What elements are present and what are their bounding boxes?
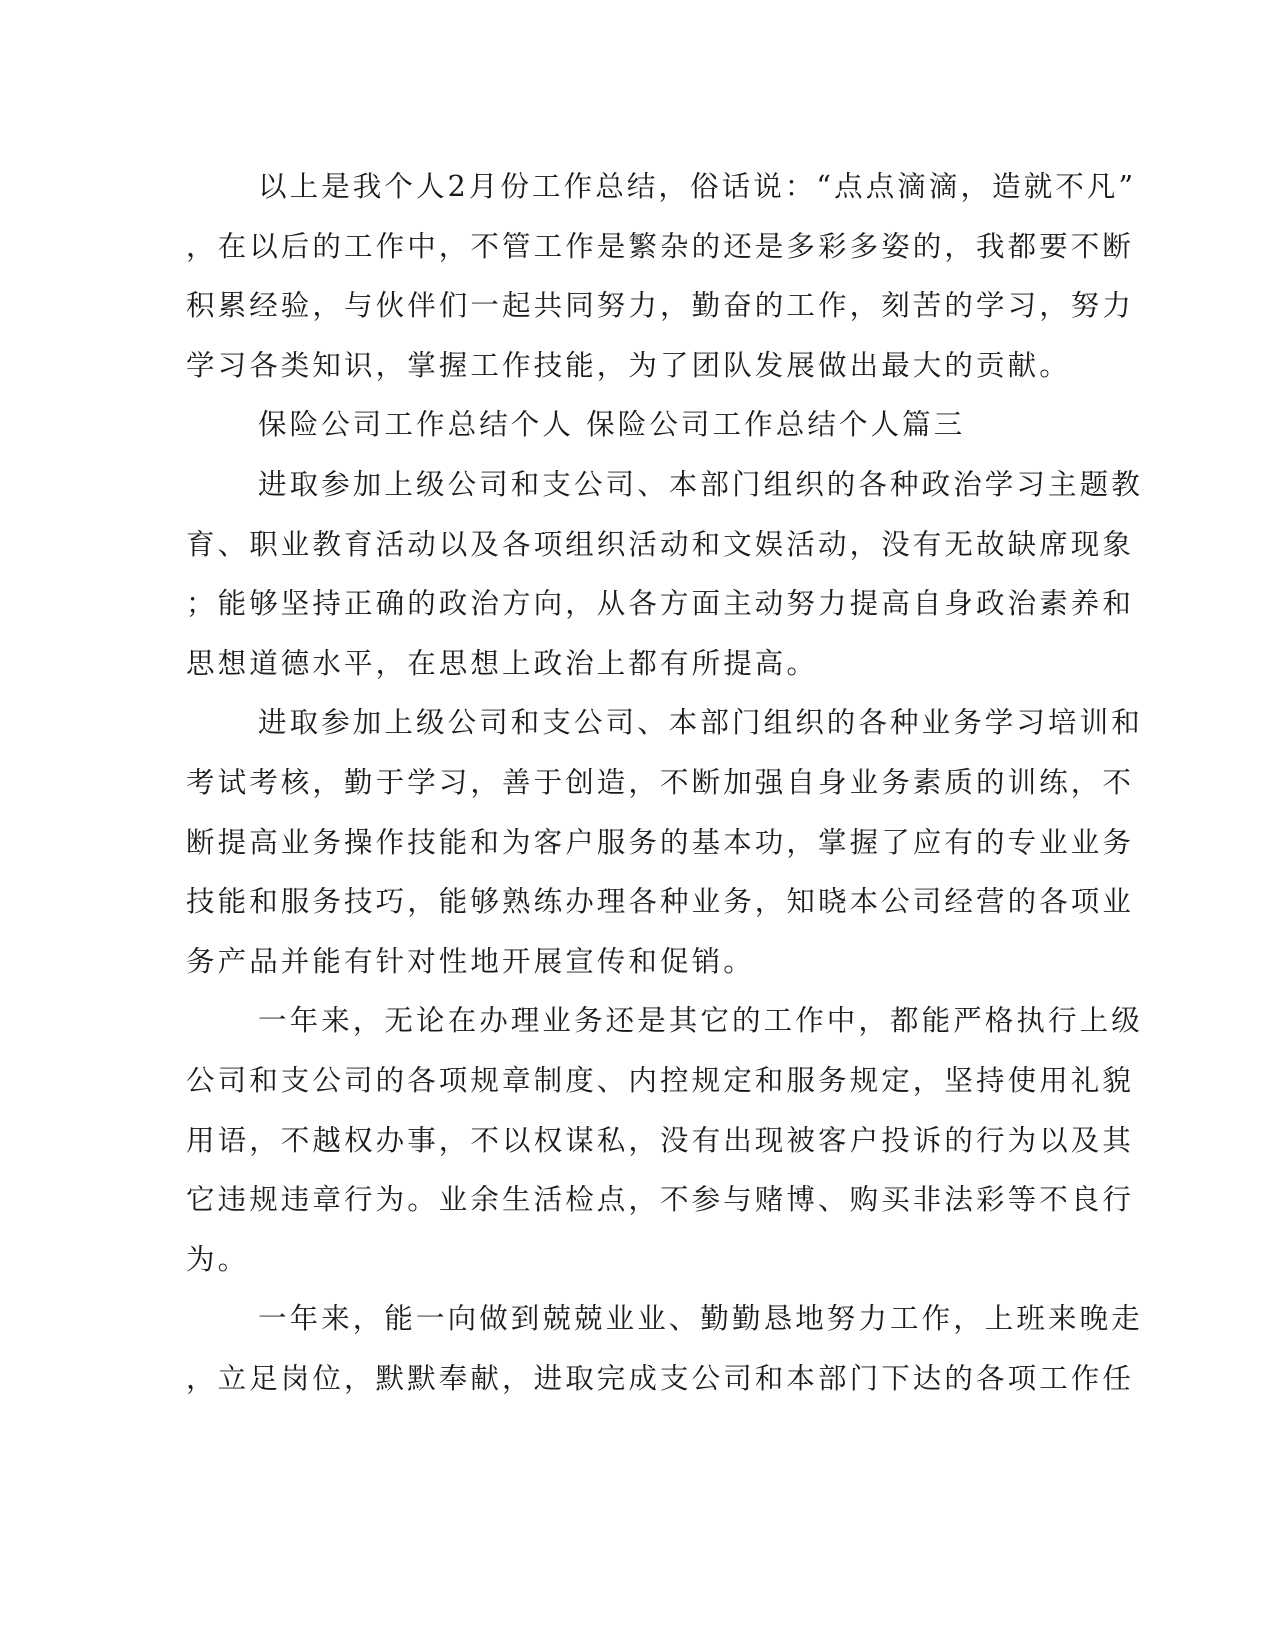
document-body bbox=[186, 157, 1143, 1408]
section-heading: 保险公司工作总结个人 保险公司工作总结个人篇三 bbox=[258, 408, 966, 442]
text-line: 进取参加上级公司和支公司、本部门组织的各种业务学习培训和 bbox=[258, 706, 1143, 740]
text-line: 积累经验，与伙伴们一起共同努力，勤奋的工作，刻苦的学习，努力 bbox=[186, 289, 1135, 323]
text-line: 为。 bbox=[186, 1242, 250, 1276]
text-line: 考试考核，勤于学习，善于创造，不断加强自身业务素质的训练，不 bbox=[186, 765, 1135, 799]
text-line: 思想道德水平，在思想上政治上都有所提高。 bbox=[186, 646, 819, 680]
text-line: 进取参加上级公司和支公司、本部门组织的各种政治学习主题教 bbox=[258, 467, 1143, 501]
text-line: 技能和服务技巧，能够熟练办理各种业务，知晓本公司经营的各项业 bbox=[186, 885, 1135, 919]
text-line: 育、职业教育活动以及各项组织活动和文娱活动，没有无故缺席现象 bbox=[186, 527, 1135, 561]
text-line: 以上是我个人2月份工作总结，俗话说：“点点滴滴，造就不凡” bbox=[258, 170, 1137, 203]
text-line: ，立足岗位，默默奉献，进取完成支公司和本部门下达的各项工作任 bbox=[186, 1361, 1135, 1395]
text-line: 一年来，无论在办理业务还是其它的工作中，都能严格执行上级 bbox=[258, 1004, 1143, 1038]
text-line: 一年来，能一向做到兢兢业业、勤勤恳地努力工作，上班来晚走 bbox=[258, 1302, 1143, 1336]
text-line: 断提高业务操作技能和为客户服务的基本功，掌握了应有的专业业务 bbox=[186, 825, 1135, 859]
text-line: 它违规违章行为。业余生活检点，不参与赌博、购买非法彩等不良行 bbox=[186, 1183, 1135, 1217]
text-line: 公司和支公司的各项规章制度、内控规定和服务规定，坚持使用礼貌 bbox=[186, 1063, 1135, 1097]
text-line: 学习各类知识，掌握工作技能，为了团队发展做出最大的贡献。 bbox=[186, 348, 1071, 382]
text-line: ，在以后的工作中，不管工作是繁杂的还是多彩多姿的，我都要不断 bbox=[186, 229, 1135, 263]
text-line: 用语，不越权办事，不以权谋私，没有出现被客户投诉的行为以及其 bbox=[186, 1123, 1135, 1157]
text-line: ；能够坚持正确的政治方向，从各方面主动努力提高自身政治素养和 bbox=[186, 587, 1135, 621]
text-line: 务产品并能有针对性地开展宣传和促销。 bbox=[186, 944, 755, 978]
